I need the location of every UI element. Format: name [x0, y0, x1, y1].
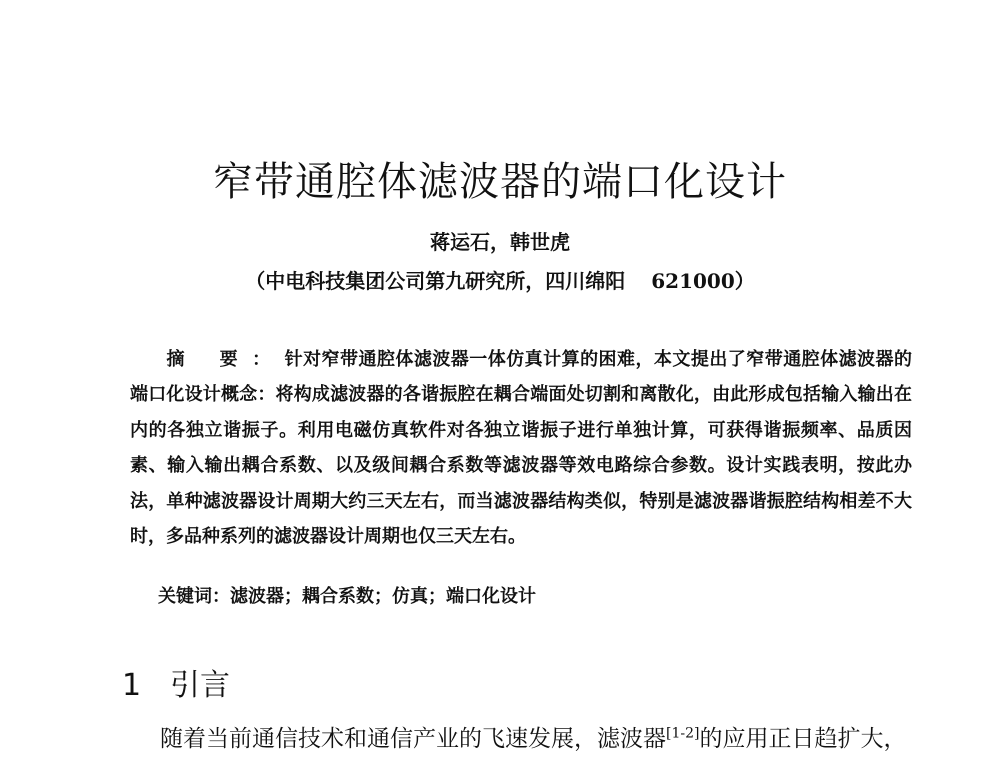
affiliation: [0, 265, 1000, 294]
section-title: 引言: [170, 668, 230, 703]
abstract-label: 摘 要：: [166, 349, 285, 370]
abstract-block: [130, 342, 912, 554]
author-list: 蒋运石，韩世虎: [430, 230, 570, 254]
affiliation-text: （中电科技集团公司第九研究所，四川绵阳: [245, 269, 626, 293]
section-number: 1: [122, 668, 142, 703]
section-heading: [122, 660, 230, 704]
keywords-label: 关键词：: [158, 586, 230, 607]
body-text-before-ref: 随着当前通信技术和通信产业的飞速发展，滤波器: [160, 726, 666, 752]
abstract-text: 针对窄带通腔体滤波器一体仿真计算的困难，本文提出了窄带通腔体滤波器的端口化设计概念：将构成滤波器的各谐振腔在耦合端面处切割和离散化，由此形成包括输入输出在内的各独立谐振子。利用电磁仿真软件对各独立谐振子进行单独计算，可获得谐振频率、品质因素、输入输出耦合系数、以及级间耦合系数等滤波器等效电路综合参数。设计实践表明，按此办法，单种滤波器设计周期大约三天左右，而当滤波器结构类似，特别是滤波器谐振腔结构相差不大时，多品种系列的滤波器设计周期也仅三天左右。: [130, 349, 912, 548]
citation-ref[interactable]: [1-2]: [666, 725, 700, 742]
paper-title: 窄带通腔体滤波器的端口化设计: [213, 159, 787, 205]
keywords-block: [158, 582, 536, 608]
body-text-after-ref: 的应用正日趋扩大，: [699, 726, 907, 752]
affiliation-zip: 621000）: [651, 269, 755, 293]
body-paragraph: [160, 720, 920, 753]
keywords-text: 滤波器；耦合系数；仿真；端口化设计: [230, 586, 536, 607]
